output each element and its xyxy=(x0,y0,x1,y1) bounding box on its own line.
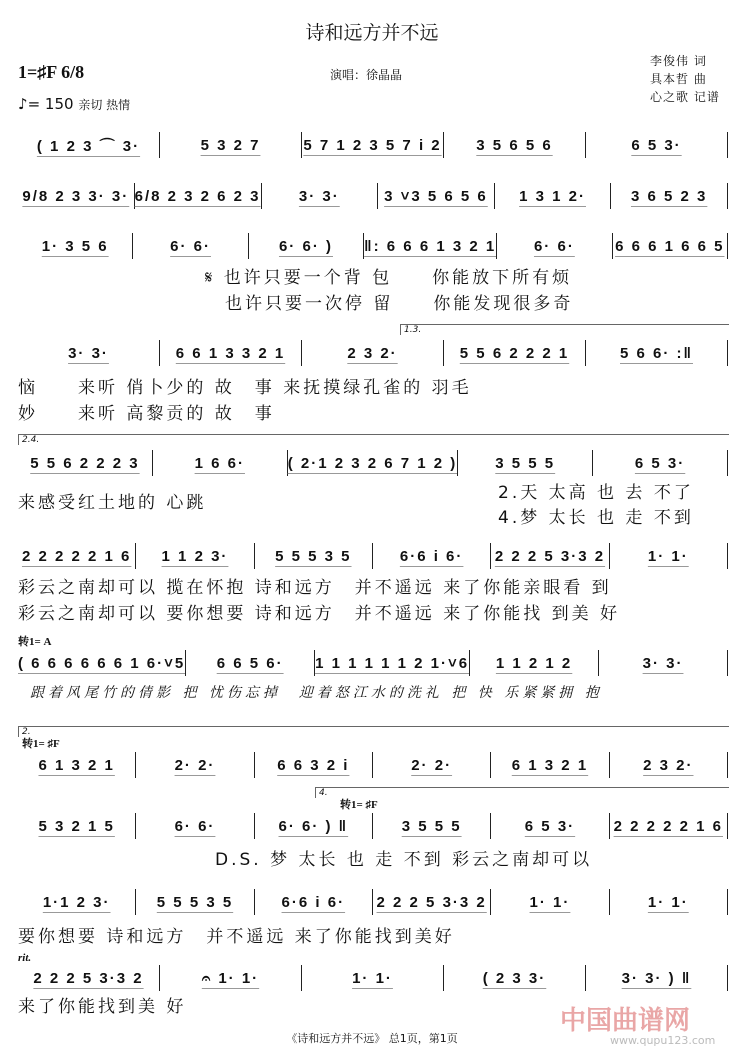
alt-lyric-line: 2.天 太高 也 去 不了 xyxy=(498,483,694,503)
measure: 1· 1· xyxy=(352,969,393,987)
measure: 3 5 5 5 xyxy=(495,454,556,472)
alt-lyric-line: 4.梦 太长 也 走 不到 xyxy=(498,508,694,528)
measure: 6· 6· ) ‖ xyxy=(278,817,349,835)
lyric-line: 来感受红土地的 心跳 xyxy=(18,493,207,513)
measure: 2 2 2 5 3·3 2 xyxy=(494,547,606,565)
volta-bracket xyxy=(18,434,729,445)
staff-row xyxy=(18,889,728,915)
measure: 2 3 2· xyxy=(643,756,694,774)
tempo-rit-marking: rit. xyxy=(18,952,32,964)
staff-row xyxy=(18,233,728,259)
measure: 1 1 1 1 1 1 2 1·˅6 xyxy=(315,654,470,672)
lyric-line: 来了你能找到美 好 xyxy=(18,997,187,1017)
measure: 5 6 6· :‖ xyxy=(620,344,693,362)
page-footer: 《诗和远方并不远》 总1页，第1页 xyxy=(286,1032,458,1045)
measure: 5 7 1 2 3 5 7 i 2 xyxy=(303,136,442,154)
lyric-line: 彩云之南却可以 揽在怀抱 诗和远方 并不遥远 来了你能亲眼看 到 xyxy=(18,578,612,598)
volta-label: 4. xyxy=(319,788,328,798)
staff-row xyxy=(18,340,728,366)
staff-row xyxy=(18,543,728,569)
composer-credit: 具本哲 曲 xyxy=(650,72,707,86)
measure: 1 1 2 1 2 xyxy=(495,654,573,672)
measure: 2 2 2 5 3·3 2 xyxy=(33,969,144,987)
lyric-line: 恼 来听 俏卜少的 故 事 来抚摸绿孔雀的 羽毛 xyxy=(18,378,472,398)
lyricist-credit: 李俊伟 词 xyxy=(650,54,707,68)
lyric-line: D.S. 梦 太长 也 走 不到 彩云之南却可以 xyxy=(215,850,593,870)
measure: ( 6 6 6 6 6 6 1 6·˅5 xyxy=(18,654,186,672)
bar-line xyxy=(727,965,728,991)
measure: 1· 1· xyxy=(647,893,689,911)
measure: 1· 1· xyxy=(529,893,571,911)
measure: 𝄐 1· 1· xyxy=(201,969,260,987)
bar-line xyxy=(727,543,728,569)
measure: 5 3 2 7 xyxy=(200,136,261,154)
measure: 2 2 2 5 3·3 2 xyxy=(376,893,487,911)
measure: 6 5 3· xyxy=(524,817,576,835)
bar-line xyxy=(727,233,728,259)
measure: 6 1 3 2 1 xyxy=(38,756,115,774)
measure: 6· 6· xyxy=(174,817,216,835)
lyric-line: 要你想要 诗和远方 并不遥远 来了你能找到美好 xyxy=(18,927,455,947)
bar-line xyxy=(727,183,728,209)
volta-label: 2. xyxy=(22,727,31,737)
measure: 1·1 2 3· xyxy=(42,893,111,911)
measure: 6 1 3 2 1 xyxy=(511,756,589,774)
measure: 5 5 6 2 2 2 1 xyxy=(459,344,570,362)
measure: 3· 3· xyxy=(298,187,340,205)
lyric-line: 也许只要一次停 留 你能发现很多奇 xyxy=(205,294,574,314)
measure: 1· 1· xyxy=(647,547,689,565)
measure: 6 6 3 2 i xyxy=(277,756,350,774)
measure: 6· 6· xyxy=(170,237,211,255)
measure: 5 5 5 3 5 xyxy=(156,893,234,911)
measure: 2 2 2 2 2 1 6 xyxy=(21,547,132,565)
key-signature: 1=♯F 6/8 xyxy=(18,62,85,82)
measure: 5 3 2 1 5 xyxy=(38,817,115,835)
measure: 3· 3· ) ‖ xyxy=(621,969,692,987)
key-change: 转1= ♯F xyxy=(340,799,378,811)
measure: 2 3 2· xyxy=(347,344,398,362)
bar-line xyxy=(727,650,728,676)
measure: 2 2 2 2 2 1 6 xyxy=(613,817,723,835)
measure: 3· 3· xyxy=(642,654,684,672)
key-change: 转1= A xyxy=(18,636,52,648)
measure: 3 5 5 5 xyxy=(401,817,462,835)
lyric-line: 彩云之南却可以 要你想要 诗和远方 并不遥远 来了你能找 到美 好 xyxy=(18,604,621,624)
staff-row xyxy=(18,752,728,778)
measure: ( 1 2 3 ⌒ 3· xyxy=(36,137,141,155)
measure: 1 6 6· xyxy=(194,454,245,472)
measure: 6 6 1 3 3 2 1 xyxy=(175,344,286,362)
measure: ( 2 3 3· xyxy=(482,969,547,987)
lyric-line: 𝄋 也许只要一个背 包 你能放下所有烦 xyxy=(205,268,573,288)
measure: 5 5 6 2 2 2 3 xyxy=(30,454,140,472)
volta-bracket xyxy=(315,787,729,798)
measure: 6 6 5 6· xyxy=(216,654,284,672)
measure: 6 5 3· xyxy=(631,136,682,154)
volta-bracket xyxy=(18,726,729,737)
bar-line xyxy=(727,340,728,366)
staff-row xyxy=(18,965,728,991)
measure: ( 2·1 2 3 2 6 7 1 2 ) xyxy=(287,454,458,472)
measure: 1 3 1 2· xyxy=(519,187,586,205)
singer-credit: 演唱：徐晶晶 xyxy=(330,68,403,82)
measure: 6 6 6 1 6 6 5 xyxy=(615,237,725,255)
volta-label: 1.3. xyxy=(404,325,422,335)
bar-line xyxy=(727,889,728,915)
bar-line xyxy=(727,752,728,778)
measure: 6/8 2 3 2 6 2 3 xyxy=(134,187,261,205)
measure: 2· 2· xyxy=(411,756,453,774)
lyric-line: 跟着风尾竹的倩影 把 忧伤忘掉 迎着怒江水的洗礼 把 快 乐紧紧拥 抱 xyxy=(30,685,603,701)
key-change: 转1= ♯F xyxy=(22,738,60,750)
staff-row xyxy=(18,132,728,158)
song-title: 诗和远方并不远 xyxy=(305,22,439,44)
tempo-marking xyxy=(18,95,130,113)
measure: 6· 6· xyxy=(533,237,575,255)
volta-bracket xyxy=(400,324,729,335)
measure: 5 5 5 3 5 xyxy=(275,547,352,565)
staff-row xyxy=(18,183,728,209)
measure: 6· 6· ) xyxy=(278,237,333,255)
watermark-url: www.qupu123.com xyxy=(610,1034,716,1047)
tempo-expression: 亲切 热情 xyxy=(78,98,131,112)
transcriber-credit: 心之歌 记谱 xyxy=(650,90,720,104)
staff-row xyxy=(18,813,728,839)
measure: 3 5 6 5 6 xyxy=(476,136,553,154)
measure: 3 6 5 2 3 xyxy=(630,187,708,205)
measure: 9/8 2 3 3· 3· xyxy=(22,187,130,205)
measure: ‖: 6 6 6 1 3 2 1 xyxy=(364,237,497,255)
watermark-logo: 中国曲谱网 xyxy=(560,1006,691,1036)
measure: 6·6 i 6· xyxy=(399,547,464,565)
measure: 3 ˅3 5 6 5 6 xyxy=(384,187,488,205)
measure: 3· 3· xyxy=(68,344,109,362)
measure: 1· 3 5 6 xyxy=(41,237,109,255)
staff-row xyxy=(18,450,728,476)
bar-line xyxy=(727,813,728,839)
measure: 6·6 i 6· xyxy=(281,893,346,911)
bar-line xyxy=(727,450,728,476)
lyric-line: 妙 来听 高黎贡的 故 事 xyxy=(18,404,275,424)
measure: 1 1 2 3· xyxy=(161,547,229,565)
measure: 2· 2· xyxy=(174,756,216,774)
volta-label: 2.4. xyxy=(22,435,40,445)
bar-line xyxy=(727,132,728,158)
staff-row xyxy=(18,650,728,676)
tempo-value: ♪= 150 xyxy=(18,95,74,113)
measure: 6 5 3· xyxy=(634,454,686,472)
